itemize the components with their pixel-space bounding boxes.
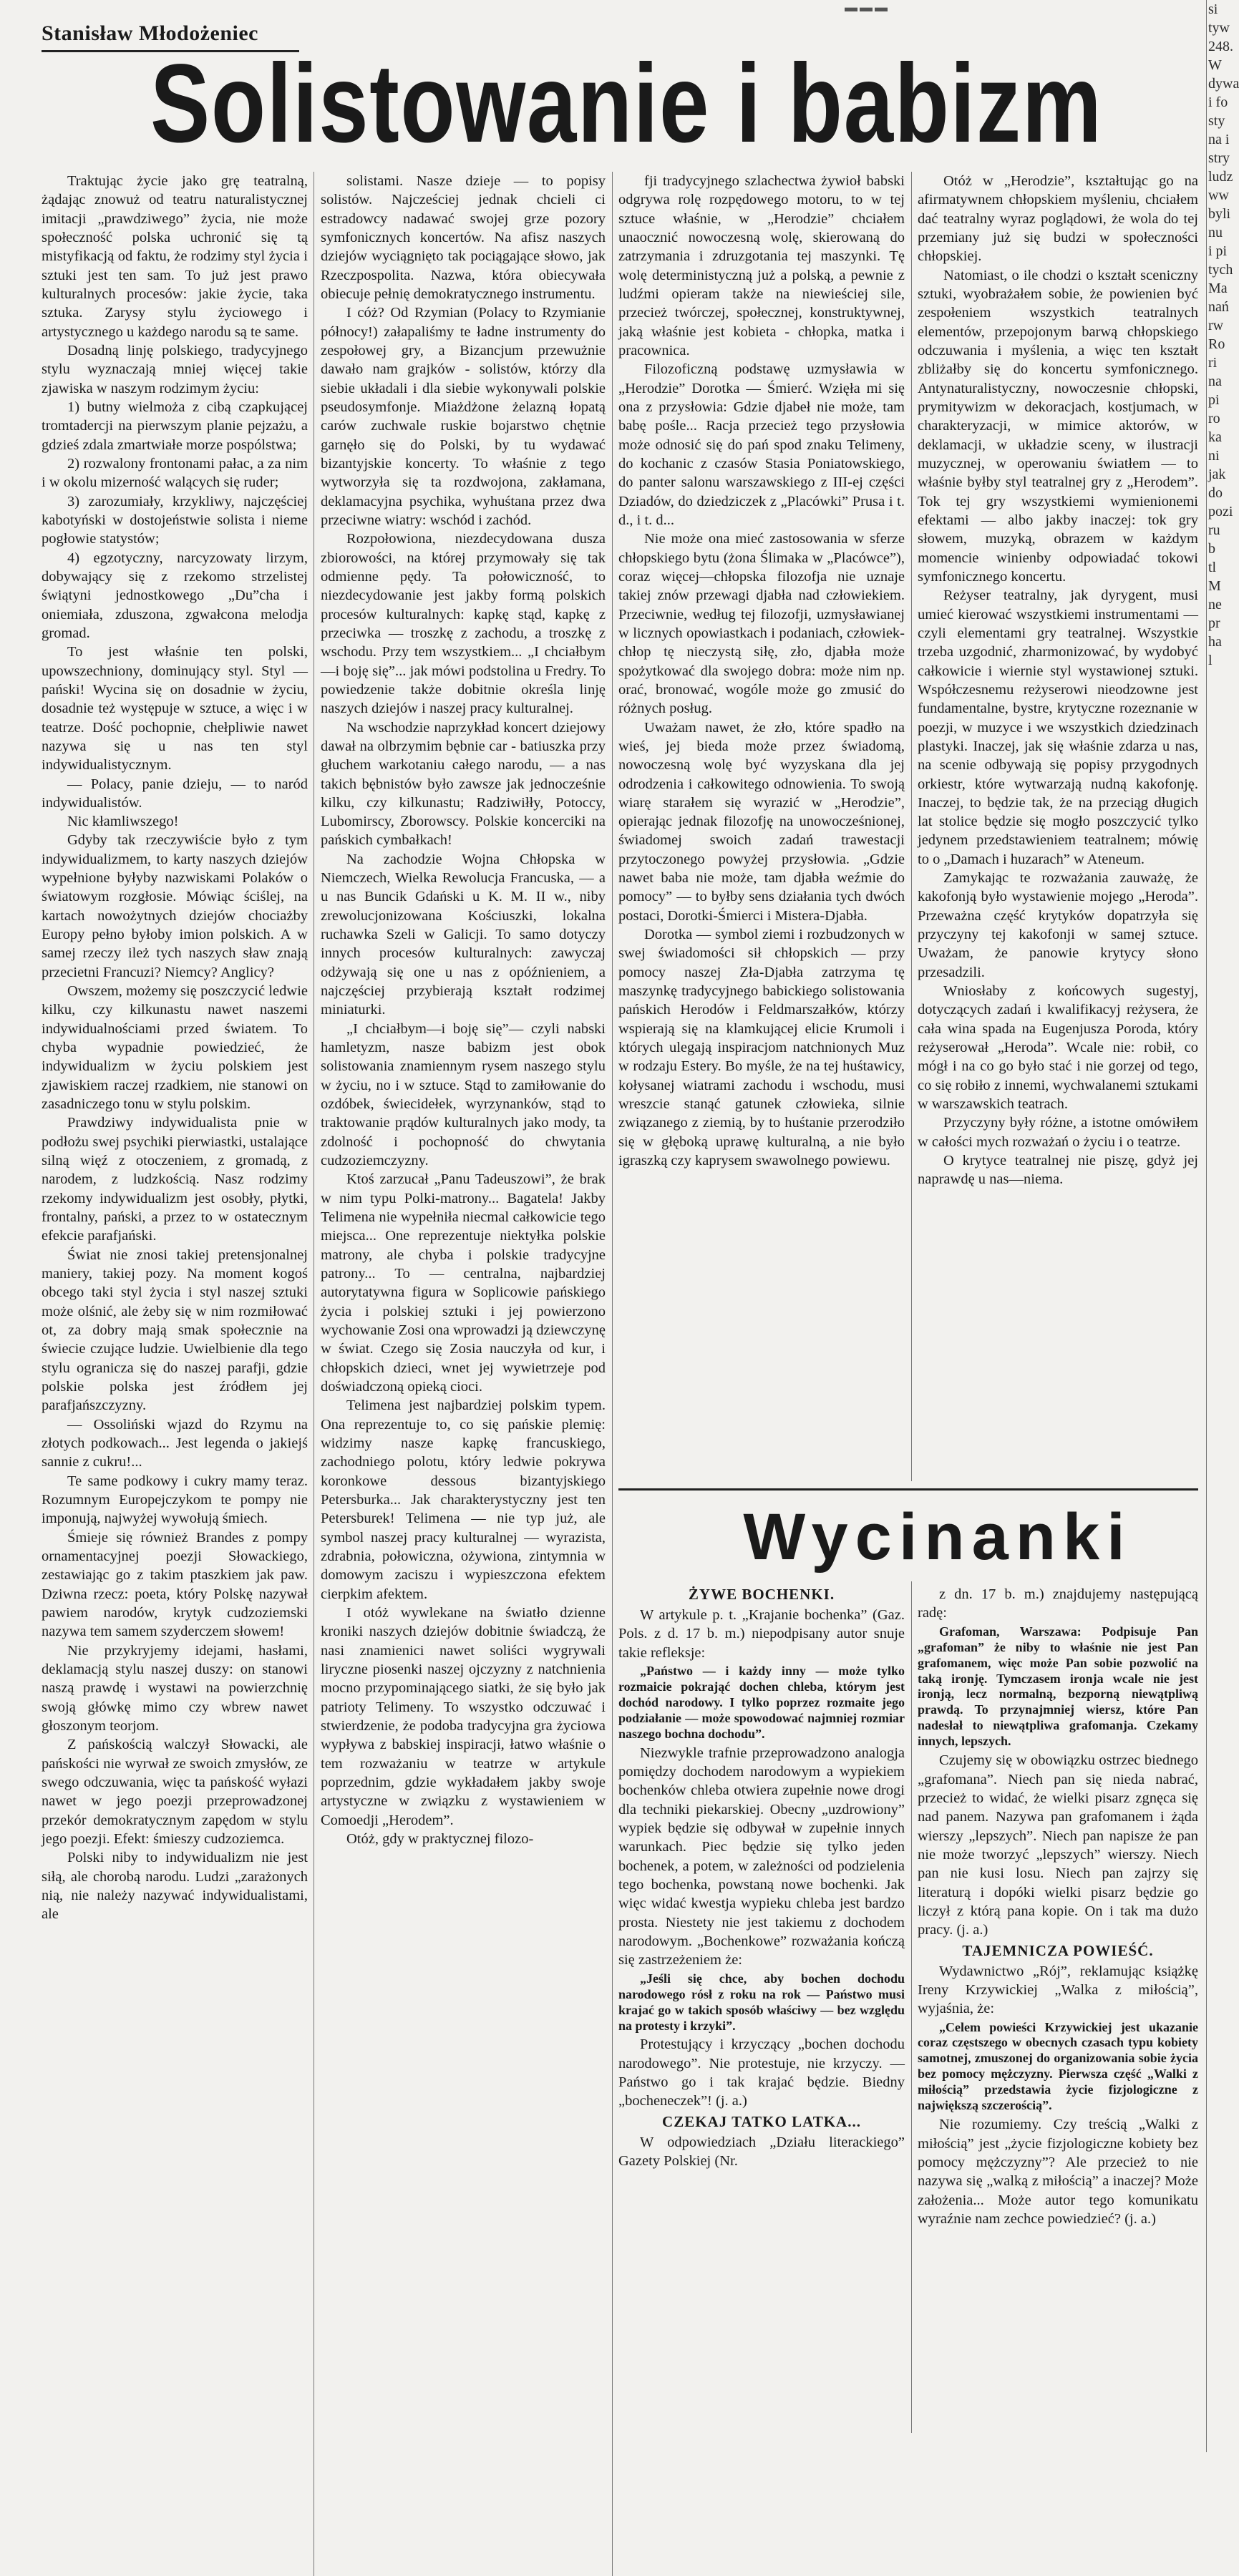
edge-text-fragment: W [1208,57,1222,73]
paragraph: Niezwykle trafnie przeprowadzono analogja pomiędzy dochodem narodowym a wypiekiem bochenków chleba otwiera zupełnie nowe drogi dla techniki piekarskiej. Obecny „uzdrowiony” wypiek będzie się odbywał w zupełnie innych warunkach. Piec będzie się tylko jeden bochenek, a potem, w zależności od podzielenia tego bochenka, powstaną nowe bochenki. Jak więc widać kwestja wypieku chleba jest bardzo prosta. Niestety nie jest takiemu z dochodem narodowym. „Bochenkowe” rozważania kończą się zastrzeżeniem że: [618,1745,905,1968]
paragraph: Traktując życie jako grę teatralną, żądając znowuż od teatru naturalistycznej imitacji „prawdziwego” życia, nie może społeczność polska uchronić się tą mistyfikacją od faktu, że rodzimy styl życia i sztuki jest ten sam. To już jest prawo kulturalnych procesów: jakie życie, taka sztuka. Zarysy stylu życiowego i artystycznego u każdego narodu są te same. [42,173,308,340]
paragraph: „I chciałbym—i boję się”— czyli nabski hamletyzm, nasze babizm jest obok solistowania znamiennym rysem naszego stylu w życiu, no i w sztuce. Stąd to zamiłowanie do ozdóbek, świecidełek, wyrzynanków, stąd to traktowanie prądów kulturalnych jako mody, ta zdolność i pochopność do chwytania cudzoziemczyzny. [321,1020,606,1169]
edge-text-fragment: ni [1208,448,1220,464]
edge-text-fragment: stry [1208,150,1230,166]
paragraph: Reżyser teatralny, jak dyrygent, musi umieć kierować wszystkiemi instrumentami — czyli elementami gry teatralnej. Wszystkie trzeba uzgodnić, zharmonizować, by wydobyć całkowicie i wiernie styl wystawionej sztuki. Współczesnemu reżyserowi nieodzowne jest fundamentalne, bystre, krytyczne rozeznanie w poezji, w muzyce i we wszystkich dziedzinach plastyki. Inaczej, jak się właśnie zdarza u nas, na scenie odbywają się popisy przygodnych orkiestr, które wytwarzają nudną kakofonję. Inaczej, to będzie tak, że na przeciąg długich lat stolice będzie się mogło poszczycić tylko jedynem przedstawieniem teatralnem; mówię to o „Damach i huzarach” w Ateneum. [918,587,1198,867]
column-divider [911,1581,912,2433]
article-author: Stanisław Młodożeniec [42,21,299,52]
paragraph: Zamykając te rozważania zauważę, że kakofonją było wystawienie mojego „Heroda”. Przeważna część krytyków dopatrzyła się przyczyny tej kakofonji w samej sztuce. Uważam, że panowie krytycy słono przesadzili. [918,870,1198,980]
edge-text-fragment: pr [1208,615,1220,631]
edge-text-fragment: rw [1208,318,1224,333]
paragraph: Otóż, gdy w praktycznej filozo- [346,1830,534,1847]
edge-text-fragment: M [1208,578,1221,594]
column-divider [911,172,912,1481]
edge-text-fragment: do [1208,485,1223,501]
section-heading: TAJEMNICZA POWIEŚĆ. [962,1941,1154,1959]
edge-text-fragment: ka [1208,429,1222,445]
paragraph: Śmieje się również Brandes z pompy ornamentacyjnej poezji Słowackiego, zestawiając go z takim ptaszkiem jak paw. Dziwna rzecz: poeta, który Polskę nazywał pawiem narodów, krytyk cudzoziemski nazywa tem samem szyderczem słowem! [42,1529,308,1640]
edge-text-fragment: Ma [1208,280,1228,296]
paragraph: solistami. Nasze dzieje — to popisy solistów. Najcześciej jednak chcieli ci estradowcy nadawać swojej grze pozory symfonicznych koncertów. Na afisz naszych dziejów wyciągnięto tak pociągające słowo, jak Rzeczpospolita. Nazwa, która obiecywała obiecuje pełnię demokratycznego instrumentu. [321,173,606,302]
section-rule [618,1488,1198,1491]
edge-text-fragment: ww [1208,187,1229,203]
section-heading: CZEKAJ TATKO LATKA... [662,2112,861,2130]
edge-text-fragment: 248. [1208,39,1233,54]
paragraph: Natomiast, o ile chodzi o kształt sceniczny sztuki, wyobrażałem sobie, że powienien być zespołeniem wszystkich teatralnych elementów, przepojonym barwą chłopskiego odczuwania i myślenia, a więc ten kształt zbliżałby się do koncertu symfonicznego. Antynaturalistyczny, nowoczesnie chłopski, prymitywizm w dekoracjach, kostjumach, w charakteryzacji, w mimice aktorów, w deklamacji, w układzie sceny, w ilustracji muzycznej, w operowaniu światłem — to właśnie byłby styl teatralnej gry z „Herodem”. Tok tej gry wszystkiemi wymienionemi efektami — albo jakby inaczej: tok gry słowem, muzyką, obrazem w każdym momencie winienby odpowiadać tokowi symfonicznego koncertu. [918,267,1198,585]
top-edge-fragment: ▬▬▬ [845,0,890,14]
article-column-1 [42,172,308,2576]
edge-text-fragment: ne [1208,597,1222,613]
paragraph: Nie rozumiemy. Czy treścią „Walki z miłością” jest „życie fizjologiczne kobiety bez pomocy mężczyzny”? Ale przecież to nie nazywa się „walką z miłością” a inaczej? Może założenia... Może autor tego komunikatu wyraźnie nam zechce powiedzieć? (j. a.) [918,2117,1198,2227]
edge-text-fragment: l [1208,653,1213,668]
paragraph: Telimena jest najbardziej polskim typem. Ona reprezentuje to, co się pańskie plemię: widzimy nasze kapkę francuskiego, zachodniego polotu, który ledwie pokrywa koronkowe dessous bizantyjskiego Petersburka... Jak charakterystyczny jest ten Petersburek! Telimena — nie typ już, ale symbol naszej pracy kulturalnej — wyrazista, zdrabnia, połowiczna, ożywiona, zintymnia w domowym zaciszu i wypieszczona efektem cierpkim afektem. [321,1397,606,1602]
paragraph: Na zachodzie Wojna Chłopska w Niemczech, Wielka Rewolucja Francuska, — a u nas Buncik Gdański u K. M. II w., niby zrewolucjonizowana Kościuszki, lokalna ruchawka Szeli w Galicji. To samo dotyczy innych procesów kulturalnych: zawyczaj odżywają się one u nas z opóźnieniem, a najczęściej przybierają kształt rodzimej miniaturki. [321,851,606,1018]
quoted-excerpt: „Celem powieści Krzywickiej jest ukazanie coraz częstszego w obecnych czasach typu kobiety samotnej, zmuszonej do organizowania sobie życia bez pomocy mężczyzny. Pierwsza część „Walki z miłością” przedstawia życie fizjologiczne z największą szczerością”. [918,2019,1198,2113]
article-column-3 [618,172,905,1481]
edge-text-fragment: jak [1208,467,1226,482]
paragraph: Owszem, możemy się poszczycić ledwie kilku, czy kilkunastu nawet naszemi indywidualnościami przed światem. To chyba wypadnie powiedzieć, że indywidualizm w życiu polskiem jest zjawiskiem raczej rzadkiem, nie stanowi on zasadniczego tonu w stylu polskim. [42,983,308,1113]
wycinanki-column-1 [618,1585,905,2429]
edge-text-fragment: pozi [1208,504,1233,519]
edge-text-fragment: ha [1208,634,1222,650]
paragraph: O krytyce teatralnej nie piszę, gdyż jej naprawdę u nas—niema. [918,1153,1198,1188]
paragraph: Wniosłaby z końcowych sugestyj, dotyczących zadań i kwalifikacyj reżysera, że cała wina spada na Eugenjusza Poroda, który reżyserował „Heroda”. Wcale nie: robił, co mógł i na co go było stać i nie gorzej od tego, co się robiło z innemi, wychwalanemi sztukami w warszawskich teatrach. [918,983,1198,1113]
section-heading: ŻYWE BOCHENKI. [688,1586,835,1603]
paragraph: „Jeśli się chce, aby bochen dochodu narodowego rósł z roku na rok — Państwo musi krajać go w takich sposób właściwy — bez względu na protesty i krzyki”. [618,1971,905,2033]
paragraph: — Ossoliński wjazd do Rzymu na złotych podkowach... Jest legenda o jakiejś sannie z cukru!... [42,1416,308,1470]
paragraph: Czujemy się w obowiązku ostrzec biednego „grafomana”. Niech pan się nieda nabrać, przecież to widać, że wielki pisarz zgnęca się nad panem. Nazywa pan grafomanem i żąda wierszy „lepszych”. Niech pan napisze że pan nie może tworzyć „lepszych” wierszy. Niech pan nie kusi losu. Niech pan zajrzy się literaturą i dopóki wielki pisarz będzie go liczył z którą pana kopie. On i tak ma dużo pracy. (j. a.) [918,1752,1198,1938]
edge-text-fragment: Ro [1208,336,1225,352]
edge-text-fragment: si [1208,1,1218,17]
edge-text-fragment: ru [1208,522,1220,538]
column-divider [612,172,613,2576]
paragraph: 4) egzotyczny, narcyzowaty lirzym, dobywający się z rzekomo strzelistej świątyni jednostkowego „Du”cha i oniemiała, zduszona, zgwałcona melodja gromad. [42,550,308,641]
paragraph: 2) rozwalony frontonami pałac, a za nim i w okolu mizerność walących się ruder; [42,455,308,491]
paragraph: fji tradycyjnego szlachectwa żywioł babski odgrywa rolę rozpędowego motoru, to w tej sztuce właśnie, w „Herodzie” chciałem unaocznić nowoczesną wolę, skierowaną do zatrzymania i zdruzgotania tej maszynki. Tę wolę deterministyczną już a polską, a pewnie z ludźmi opieram także na niewieściej sile, przecież twórczej, społecznej, konstruktywnej, jaką właśnie jest kobieta - chłopka, matka i pracownica. [618,173,905,358]
edge-text-fragment: na [1208,374,1222,389]
edge-text-fragment: sty [1208,113,1225,129]
wycinanki-column-2 [918,1585,1198,2429]
wycinanki-headline: Wycinanki [743,1501,1132,1574]
paragraph: Na wschodzie naprzykład koncert dziejowy dawał na olbrzymim bębnie car - batiuszka przy głuchem warkotaniu całego narodu, — a nas takich bębnistów było zawsze jak jednocześnie kilku, czy kilkunastu; Radziwiłły, Potoccy, Lubomirscy, Zborowscy. Polskie koncerciki na pańskich cymbałkach! [321,719,606,849]
paragraph: — Polacy, panie dzieju, — to naród indywidualistów. [42,776,308,811]
article-headline: Solistowanie i babizm [150,42,1103,166]
paragraph: Świat nie znosi takiej pretensjonalnej maniery, takiej pozy. Na moment kogoś obcego taki styl życia i styl naszej sztuki może olśnić, ale żeby się w nim rozmiłować ot, za dobry mają smak społecznie na świecie czujące ludzie. Uwielbienie dla tego stylu ogranicza się do naszej parafji, gdzie polskie polska jest źródłem jej parafjańszczyzny. [42,1246,308,1414]
paragraph: Ktoś zarzucał „Panu Tadeuszowi”, że brak w nim typu Polki-matrony... Bagatela! Jakby Telimena nie wypełniła niecmal całkowicie tego miejsca... One reprezentuje niektyłka polskie matrony, ale chyba i polskie tradycyjne patrony... To — centralna, najbardziej autorytatywna figura w Soplicowie pańskiego życia i polskiej sztuki i jej powierzono wychowanie Zosi ona wprowadzi ją dziewczynę w świat. Czego się Zosia nauczyła od kur, i chłopskich dzieci, wnet jej wywietrzeje pod doświadczoną opieką cioci. [321,1171,606,1395]
paragraph: Gdyby tak rzeczywiście było z tym indywidualizmem, to karty naszych dziejów wypełnione byłyby nazwiskami Polaków o światowym rozgłosie. Mówiąc ściślej, na kartach nowożytnych dziejów chociażby Europy pełno byłoby imion polskich. A w samej rzeczy ileż tych naszych sław znają przecietni Francuzi? Niemcy? Anglicy? [42,832,308,980]
edge-text-fragment: nu [1208,225,1223,240]
edge-text-fragment: byli [1208,206,1231,222]
paragraph: To jest właśnie ten polski, upowszechniony, dominujący styl. Styl — pański! Wycina się on dosadnie w życiu, dosadnie też występuje w sztuce, a więc i w teatrze. Dość pochopnie, chełpliwie nawet nazywa się u nas ten styl indywidualistycznym. [42,644,308,774]
paragraph: Te same podkowy i cukry mamy teraz. Rozumnym Europejczykom te pompy nie imponują, najwyżej wywołują śmiech. [42,1473,308,1527]
paragraph: I otóż wywlekane na światło dzienne kroniki naszych dziejów dobitnie świadczą, że nasi znamienici nawet soliści wygrywali liryczne piosenki naszej ojczyzny z natchnienia mocno przypominającego siatki, że się było jak patrioty Telimeny. To wszystko odczuwać i stwierdzenie, że podoba tradycyjna gra życiowa wypływa z babskiej inspiracji, łatwo właśnie o tem rozważaniu w teatrze w artykule poprzednim, gdzie wykładałem jakby swoje artystyczne w związku z wystawieniem w Comoedji „Herodem”. [321,1604,606,1828]
paragraph: Dosadną linję polskiego, tradycyjnego stylu wyznaczają mniej więcej takie zjawiska w naszym rodzimym życiu: [42,342,308,396]
paragraph: Uważam nawet, że zło, które spadło na wieś, jej bieda może przez świadomą, nowoczesną wolę być wyzyskana dla jej odrodzenia i całkowitego odnowienia. To swoją wiarę starałem się wyrazić w „Herodzie”, opierając jednak filozofję na unowocześnionej, świadomej swoich zadań trawestacji przytoczonego powyżej przysłowia. „Gdzie nawet baba nie może, tam djabła weźmie do pomocy” — to byłby sens działania tych dwóch postaci, Dorotki-Śmierci i Mistera-Djabła. [618,719,905,924]
paragraph: 1) butny wielmoża z cibą czapkującej tromtadercji na pierwszym planie pejzażu, a gdzieś zdala zmartwiałe morze pospólstwa; [42,399,308,453]
paragraph: Filozoficzną podstawę uzmysławia w „Herodzie” Dorotka — Śmierć. Wzięła mi się ona z przysłowia: Gdzie djabeł nie może, tam babę pośle... Racja przecież tego przysłowia może odnosić się do pań spod znaku Telimeny, do kochanic z czasów Stasia Poniatowskiego, do panter salonu warszawskiego z III-ej części Dziadów, do dziedziczek z „Placówki” Prusa i t. d., i t. d... [618,361,905,528]
paragraph: Przyczyny były różne, a istotne omówiłem w całości mych rozważań o życiu i o teatrze. [918,1115,1198,1150]
edge-text-fragment: ri [1208,355,1218,371]
edge-text-fragment: tyw [1208,20,1230,36]
edge-text-fragment: tych [1208,262,1233,278]
edge-text-fragment: tl [1208,560,1217,575]
paragraph: Nic kłamliwszego! [67,814,179,830]
edge-text-fragment: na i [1208,132,1230,147]
paragraph: „Państwo — i każdy inny — może tylko rozmaicie pokrająć dochen chleba, którym jest dochód narodowy. I tylko poprzez rozmaite jego podziałanie — może spowodować najmniej rozmiar naszego bochna dochodu”. [618,1663,905,1741]
edge-text-fragment: nań [1208,299,1229,315]
paragraph: Prawdziwy indywidualista pnie w podłożu swej psychiki pierwiastki, ustalające silną więź z otoczeniem, z gromadą, z narodem, z ludzkością. Nasz rodzimy rzekomy indywidualizm jest osobły, płytki, frontalny, pański, a przez to w ostatecznym efekcie parafjański. [42,1115,308,1244]
article-column-4 [918,172,1198,1481]
paragraph: Nie przykryjemy idejami, hasłami, deklamacją stylu naszej duszy: on stanowi naszą prawdę i wystawi na powierzchnię swoją główkę mimo czy wbrew nawet głoszonym teorjom. [42,1642,308,1734]
paragraph: Protestujący i krzyczący „bochen dochodu narodowego”. Nie protestuje, nie krzyczy. — Państwo go i tak krajać będzie. Biedny „bocheneczek”! (j. a.) [618,2036,905,2109]
paragraph: z dn. 17 b. m.) znajdujemy następującą radę: [918,1586,1198,1621]
article-column-2 [321,172,606,2576]
edge-text-fragment: pi [1208,392,1220,408]
paragraph: Nie może ona mieć zastosowania w sferze chłopskiego bytu (żona Ślimaka w „Placówce”), coraz więcej—chłopska filozofja nie uznaje takiej znów przewagi djabła nad człowiekiem. Przeciwnie, według tej filozofji, uzmysławianej w licznych opowiastkach i podaniach, człowiek-chłop tę nieczystą siłę, zło, djabła może spożytkować dla swojego dobra: może nim np. orać, bronować, wogóle może go zmusić do różnych posług. [618,531,905,717]
paragraph: Polski niby to indywidualizm nie jest siłą, ale chorobą narodu. Ludzi „zarażonych nią, nie należy nazywać indywidualistami, ale [42,1850,308,1923]
paragraph: Z pańskością walczył Słowacki, ale pańskości nie wyrwał ze swoich zmysłów, ze swego odczuwania, więc ta pańskość wyłazi nawet w jego poezji przeprowadzonej przekór demokratycznym zapędom w stylu jego poezji. Efekt: śmieszy cudzoziemca. [42,1737,308,1847]
paragraph: I cóż? Od Rzymian (Polacy to Rzymianie północy!) załapaliśmy te ładne instrumenty do zespołowej gry, a Bizancjum przewużnie dawało nam grajków - solistów, którzy dla siebie układali i dla siebie wykonywali polskie pseudosymfonje. Miażdżone żelazną łopatą carów zuchwale ruskie bojarstwo chętnie garnęło się do Polski, by tu wydawać bizantyjskie koncerty. To właśnie z tego wytworzyła się ta rozdwojona, zakłamana, deklamacyjna psychika, wyhuśtana przez dwa przeciwne wiatry: wschód i zachód. [321,305,606,528]
paragraph: Rozpołowiona, niezdecydowana dusza zbiorowości, na której przymowały się tak odmienne pędy. Ta połowiczność, to niezdecydowanie jest jakby formą polskich procesów kulturalnych: kapkę stąd, kapkę z przeciwka — troszkę z zachodu, a troszkę z wschodu. Przy tem wszystkiem... „I chciałbym—i boję się”... jak mówi podstolina u Fredry. To powiedzenie także dobitnie określa linję naszych dziejów i naszej pracy kulturalnej. [321,531,606,717]
paragraph: W odpowiedziach „Działu literackiego” Gazety Polskiej (Nr. [618,2134,905,2170]
paragraph: W artykule p. t. „Krajanie bochenka” (Gaz. Pols. z d. 17 b. m.) niepodpisany autor snuje takie refleksje: [618,1606,905,1661]
edge-text-fragment: ro [1208,411,1220,426]
paragraph: Otóż w „Herodzie”, kształtując go na afirmatywnem chłopskiem myśleniu, chciałem dać teatralny wyraz poglądowi, że wola do tej przemiany już się budzi w społeczności chłopskiej. [918,173,1198,265]
edge-text-fragment: ludz [1208,169,1233,185]
edge-text-fragment: i pi [1208,243,1228,259]
edge-text-fragment: b [1208,541,1215,557]
edge-text-fragment: i fo [1208,94,1228,110]
paragraph: Dorotka — symbol ziemi i rozbudzonych w swej świadomości sił chłopskich — przy pomocy naszej Zła-Djabła zatrzyma tę maszynkę tradycyjnego babickiego solistowania pańskich Herodów i Feldmarszałków, którzy wspierają się na klamkującej elicie Krumoli i których ulegają inspiracjom natchnionych Muz w rodzaju Estery. Bo myśle, że na tej huśtawicy, kołysanej wiatrami zachodu i wschodu, musi wreszcie stanąć gatunek człowieka, silnie związanego z ziemią, by to huśtanie przerodziło się w głęboką uprawę kulturalną, a nie było igraszką czy kaprysem swawolnego powiewu. [618,927,905,1169]
paragraph: 3) zarozumiały, krzykliwy, najczęściej kabotyński w dostojeństwie solista i nieme pogłowie statystów; [42,493,308,547]
edge-text-fragment: dywa [1208,76,1239,92]
adjacent-page-edge [1206,0,1239,2452]
paragraph: Wydawnictwo „Rój”, reklamując książkę Ireny Krzywickiej „Walka z miłością”, wyjaśnia, że: [918,1963,1198,2017]
quoted-excerpt: Grafoman, Warszawa: Podpisuje Pan „grafoman” że niby to właśnie nie jest Pan grafomanem, więc może Pan sobie pozwolić na taką ironję. Tymczasem ironja wcale nie jest ironją, lecz normalną, bezporną niewątpliwą prawdą. To przynajmniej wiersz, które Pan nadesłał to niewątpliwa grafomanja. Czekamy innych, lepszych. [918,1624,1198,1749]
